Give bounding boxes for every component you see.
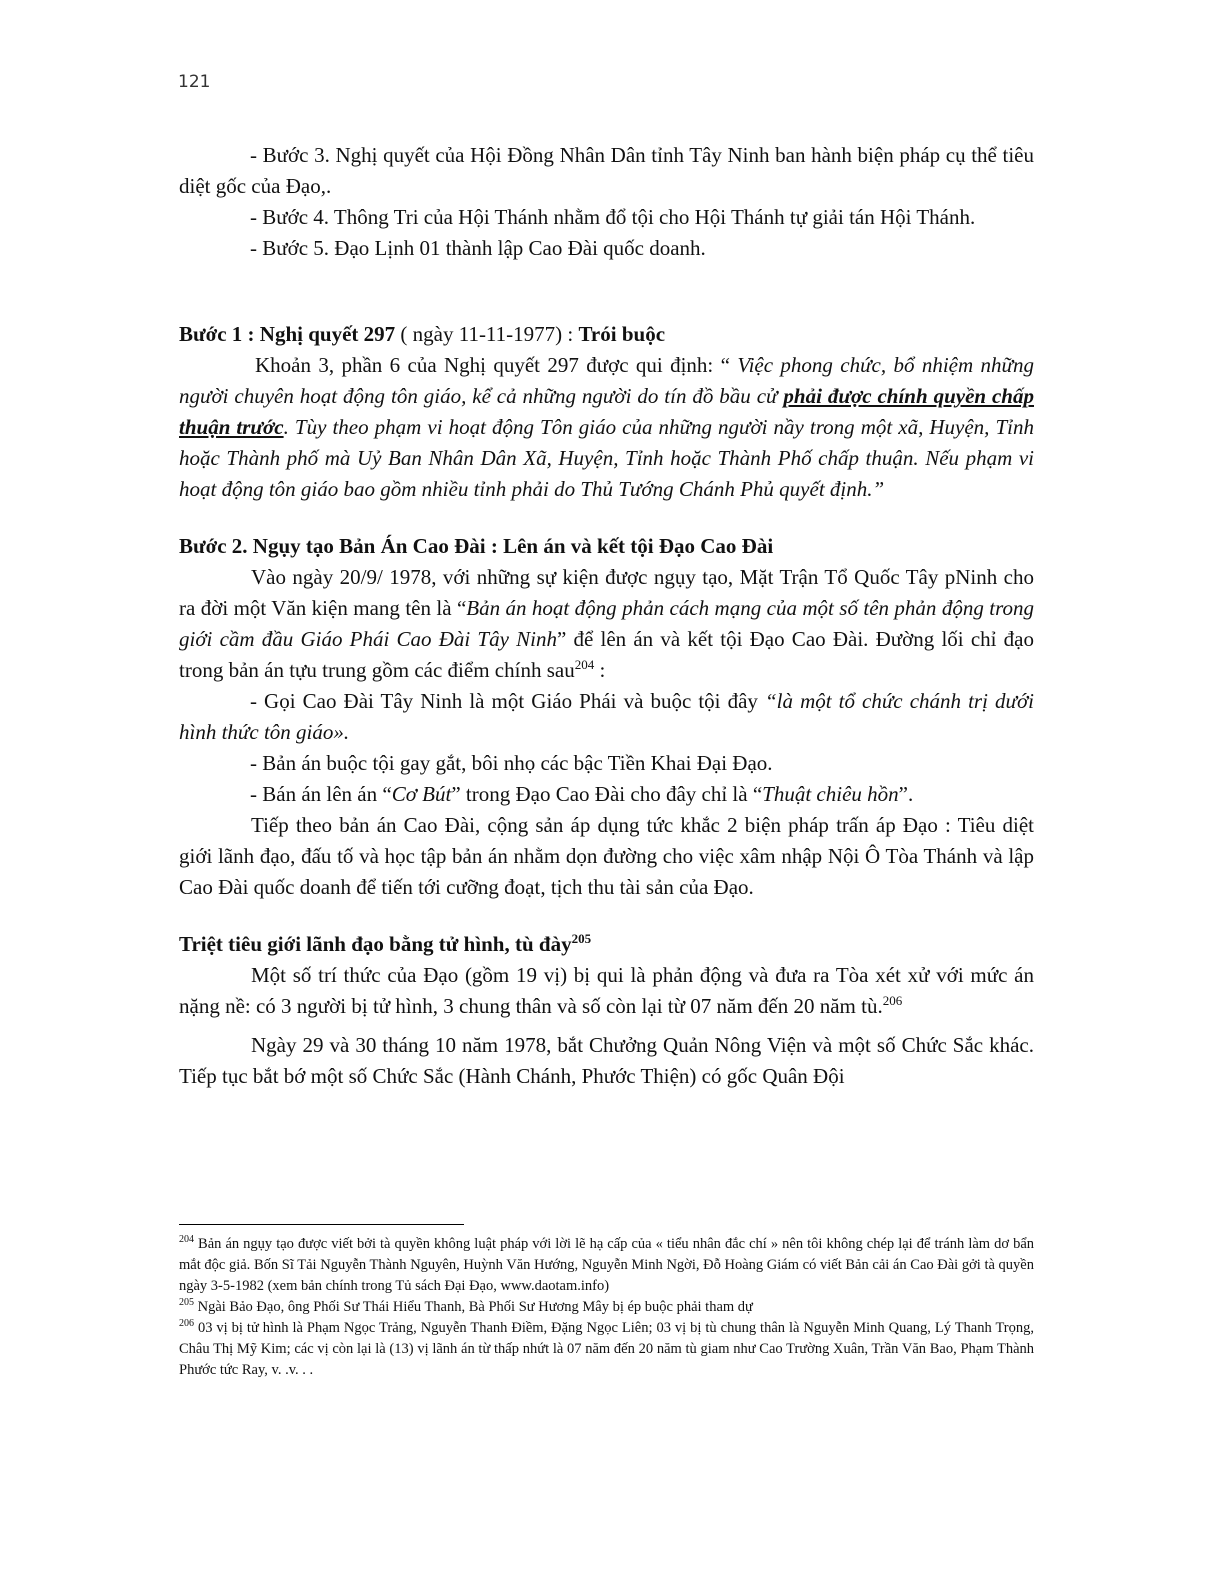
- footnote-ref-205: 205: [571, 931, 592, 946]
- section-2-heading: Bước 2. Ngụy tạo Bản Án Cao Đài : Lên án và kết tội Đạo Cao Đài: [179, 534, 774, 558]
- section-2-bullet-2: - Bản án buộc tội gay gắt, bôi nhọ các bậc Tiền Khai Đại Đạo.: [250, 751, 773, 775]
- footnote-ref-206: 206: [882, 993, 903, 1008]
- footnote-ref-204: 204: [574, 657, 595, 672]
- underlined-phrase: phải được chính quyền chấp thuận trước: [179, 384, 1034, 439]
- section-2-bullet-1: - Gọi Cao Đài Tây Ninh là một Giáo Phái và buộc tội đây “là một tổ chức chánh trị dưới hình thức tôn giáo».: [179, 689, 1034, 744]
- section-3-paragraph-2: Ngày 29 và 30 tháng 10 năm 1978, bắt Chưởng Quản Nông Viện và một số Chức Sắc khác. Tiếp tục bắt bớ một số Chức Sắc (Hành Chánh, Phước Thiện) có gốc Quân Đội: [179, 1033, 1034, 1088]
- section-3-paragraph-1: Một số trí thức của Đạo (gồm 19 vị) bị qui là phản động và đưa ra Tòa xét xử với mức án nặng nề: có 3 người bị tử hình, 3 chung thân và số còn lại từ 07 năm đến 20 năm tù.$^{206}$: [179, 963, 1034, 1018]
- footnote-206: $^{206}$ 03 vị bị tử hình là Phạm Ngọc Trảng, Nguyễn Thanh Điềm, Đặng Ngọc Liên; 03 vị bị tù chung thân là Nguyễn Minh Quang, Lý Thanh Trọng, Châu Thị Mỹ Kim; các vị còn lại là (13) vị lãnh án từ thấp nhứt là 07 năm đến 20 năm tù giam như Cao Trường Xuân, Trần Văn Bao, Phạm Thành Phước tức Ray, v. .v. . .: [179, 1318, 1034, 1378]
- footnotes: [179, 1234, 1034, 1381]
- section-1-paragraph: Khoản 3, phần 6 của Nghị quyết 297 được qui định: “ Việc phong chức, bổ nhiệm những người chuyên hoạt động tôn giáo, kể cả những người do tín đồ bầu cử phải được chính quyền chấp thuận trước. Tùy theo phạm vi hoạt động Tôn giáo của những người nầy trong một xã, Huyện, Tỉnh hoặc Thành phố mà Uỷ Ban Nhân Dân Xã, Huyện, Tỉnh hoặc Thành Phố chấp thuận. Nếu phạm vi hoạt động tôn giáo bao gồm nhiều tỉnh phải do Thủ Tướng Chánh Phủ quyết định.”: [179, 353, 1034, 501]
- intro-step-3: - Bước 3. Nghị quyết của Hội Đồng Nhân Dân tỉnh Tây Ninh ban hành biện pháp cụ thể tiêu diệt gốc của Đạo,.: [179, 143, 1034, 198]
- page-number: 121: [178, 72, 211, 92]
- document-body: [179, 140, 1034, 1092]
- section-1-heading: Bước 1 : Nghị quyết 297 ( ngày 11-11-1977) : Trói buộc: [179, 322, 666, 346]
- intro-step-4: - Bước 4. Thông Tri của Hội Thánh nhằm đổ tội cho Hội Thánh tự giải tán Hội Thánh.: [250, 205, 976, 229]
- footnote-204: $^{204}$ Bản án ngụy tạo được viết bởi tà quyền không luật pháp với lời lẽ hạ cấp của « tiểu nhân đắc chí » nên tôi không chép lại để tránh làm dơ bẩn mắt độc giả. Bốn Sĩ Tải Nguyễn Thành Nguyên, Huỳnh Văn Hướng, Nguyễn Minh Ngời, Đỗ Hoàng Giám có viết Bản cải án Cao Đài gởi tà quyền ngày 3-5-1982 (xem bản chính trong Tủ sách Đại Đạo, www.daotam.info): [179, 1234, 1034, 1294]
- section-2-paragraph-1: Vào ngày 20/9/ 1978, với những sự kiện được ngụy tạo, Mặt Trận Tổ Quốc Tây pNinh cho ra đời một Văn kiện mang tên là “Bản án hoạt động phản cách mạng của một số tên phản động trong giới cầm đầu Giáo Phái Cao Đài Tây Ninh” để lên án và kết tội Đạo Cao Đài. Đường lối chỉ đạo trong bản án tựu trung gồm các điểm chính sau$^{204}$ :: [179, 565, 1034, 682]
- section-3-heading: Triệt tiêu giới lãnh đạo bằng tử hình, tù đày$^{205}$: [179, 931, 592, 956]
- section-2-bullet-3: - Bán án lên án “Cơ Bút” trong Đạo Cao Đài cho đây chỉ là “Thuật chiêu hồn”.: [250, 782, 914, 806]
- footnote-205: $^{205}$ Ngài Bảo Đạo, ông Phối Sư Thái Hiểu Thanh, Bà Phối Sư Hương Mây bị ép buộc phải tham dự: [179, 1297, 753, 1315]
- section-2-paragraph-2: Tiếp theo bản án Cao Đài, cộng sản áp dụng tức khắc 2 biện pháp trấn áp Đạo : Tiêu diệt giới lãnh đạo, đấu tố và học tập bản án nhằm dọn đường cho việc xâm nhập Nội Ô Tòa Thánh và lập Cao Đài quốc doanh để tiến tới cưỡng đoạt, tịch thu tài sản của Đạo.: [179, 813, 1034, 899]
- intro-step-5: - Bước 5. Đạo Lịnh 01 thành lập Cao Đài quốc doanh.: [250, 236, 706, 260]
- footnote-separator: [179, 1224, 464, 1225]
